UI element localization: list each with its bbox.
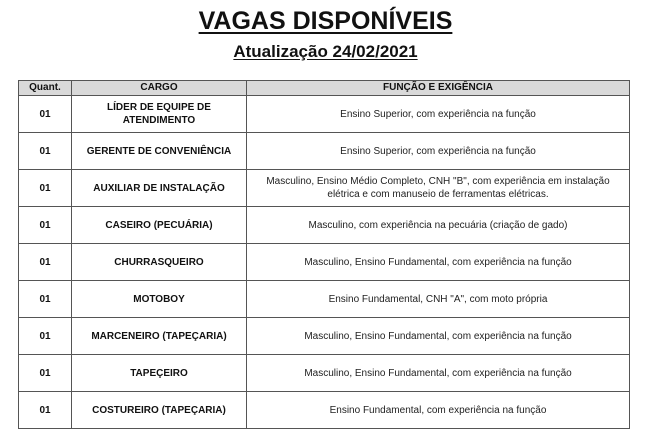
cell-requisitos: Ensino Fundamental, com experiência na função — [247, 392, 630, 429]
cell-requisitos: Masculino, Ensino Fundamental, com experiência na função — [247, 318, 630, 355]
table-row — [19, 207, 630, 244]
cell-requisitos: Ensino Fundamental, CNH "A", com moto própria — [247, 281, 630, 318]
table-header-row — [19, 81, 630, 96]
cell-requisitos: Masculino, Ensino Médio Completo, CNH "B", com experiência em instalação elétrica e com manuseio de ferramentas elétricas. — [247, 170, 630, 207]
cell-quant: 01 — [19, 133, 72, 170]
table-row — [19, 96, 630, 133]
cell-quant: 01 — [19, 207, 72, 244]
table-row — [19, 244, 630, 281]
cell-cargo: TAPEÇEIRO — [72, 355, 247, 392]
column-header-funcao: FUNÇÃO E EXIGÊNCIA — [247, 81, 630, 96]
cell-requisitos: Masculino, Ensino Fundamental, com experiência na função — [247, 244, 630, 281]
column-header-quant: Quant. — [19, 81, 72, 96]
table-row — [19, 392, 630, 429]
table-row — [19, 355, 630, 392]
cell-cargo: GERENTE DE CONVENIÊNCIA — [72, 133, 247, 170]
cell-quant: 01 — [19, 281, 72, 318]
cell-quant: 01 — [19, 318, 72, 355]
cell-cargo: LÍDER DE EQUIPE DE ATENDIMENTO — [72, 96, 247, 133]
cell-cargo: CASEIRO (PECUÁRIA) — [72, 207, 247, 244]
vacancies-table — [18, 80, 630, 429]
cell-quant: 01 — [19, 355, 72, 392]
column-header-cargo: CARGO — [72, 81, 247, 96]
cell-requisitos: Ensino Superior, com experiência na função — [247, 96, 630, 133]
cell-quant: 01 — [19, 244, 72, 281]
cell-cargo: MARCENEIRO (TAPEÇARIA) — [72, 318, 247, 355]
table-row — [19, 133, 630, 170]
cell-quant: 01 — [19, 170, 72, 207]
cell-quant: 01 — [19, 392, 72, 429]
cell-quant: 01 — [19, 96, 72, 133]
page-title: VAGAS DISPONÍVEIS — [198, 7, 453, 35]
cell-cargo: COSTUREIRO (TAPEÇARIA) — [72, 392, 247, 429]
table-row — [19, 318, 630, 355]
table-row — [19, 170, 630, 207]
cell-requisitos: Ensino Superior, com experiência na função — [247, 133, 630, 170]
table-row — [19, 281, 630, 318]
cell-cargo: AUXILIAR DE INSTALAÇÃO — [72, 170, 247, 207]
cell-requisitos: Masculino, com experiência na pecuária (criação de gado) — [247, 207, 630, 244]
cell-cargo: CHURRASQUEIRO — [72, 244, 247, 281]
cell-requisitos: Masculino, Ensino Fundamental, com experiência na função — [247, 355, 630, 392]
cell-cargo: MOTOBOY — [72, 281, 247, 318]
update-date: Atualização 24/02/2021 — [233, 42, 418, 61]
